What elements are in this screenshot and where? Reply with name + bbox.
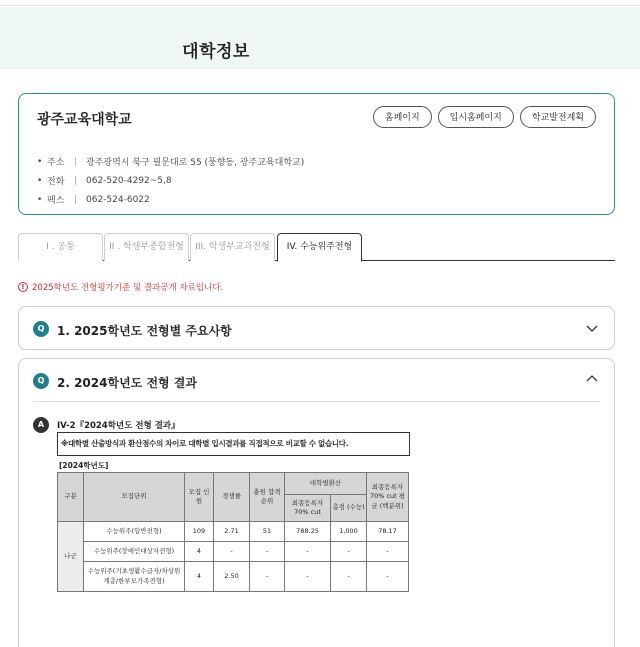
contact-value: 062-524-6022 xyxy=(86,194,150,205)
unit-cell: 수능위주(기초생활수급자/차상위계층/한부모가족전형) xyxy=(84,562,185,592)
tab-comprehensive[interactable]: II . 학생부종합전형 xyxy=(104,233,189,261)
admission-homepage-button[interactable]: 입시홈페이지 xyxy=(438,106,514,128)
alert-icon: ! xyxy=(18,282,28,292)
page-header xyxy=(0,7,640,69)
table-row xyxy=(58,522,409,542)
page-title: 대학정보 xyxy=(182,42,250,62)
university-info-card xyxy=(18,93,615,215)
homepage-button[interactable]: 홈페이지 xyxy=(373,106,432,128)
contact-address xyxy=(37,152,304,171)
header-ratio: 경쟁률 xyxy=(214,473,250,522)
ratio-cell: 2.71 xyxy=(214,522,250,542)
recruit-cell: 4 xyxy=(185,562,214,592)
contact-value: 062-520-4292~5,8 xyxy=(86,175,172,186)
ratio-cell: 2.50 xyxy=(214,562,250,592)
final-70-cell: 788.25 xyxy=(285,522,331,542)
final-70-cell: - xyxy=(285,562,331,592)
final-avg-cell: - xyxy=(367,542,409,562)
university-name: 광주교육대학교 xyxy=(37,112,132,128)
divider xyxy=(33,401,600,402)
tab-suneung[interactable]: IV. 수능위주전형 xyxy=(277,233,362,262)
header-recruit: 모집 인원 xyxy=(185,473,214,522)
divider xyxy=(75,195,76,204)
bullet-icon: • xyxy=(37,156,43,167)
table-row xyxy=(58,562,409,592)
comparison-warning: ※대학별 산출방식과 환산점수의 차이로 대학별 입시결과를 직접적으로 비교할 수 없습니다. xyxy=(57,432,410,456)
development-plan-button[interactable]: 학교발전계획 xyxy=(520,106,596,128)
year-label: [2024학년도] xyxy=(59,461,109,470)
table-row xyxy=(58,542,409,562)
divider xyxy=(75,157,76,166)
ratio-cell: - xyxy=(214,542,250,562)
header-total: 총점 (수능) xyxy=(331,495,367,522)
final-avg-cell: - xyxy=(367,562,409,592)
group-cell: 나군 xyxy=(58,522,84,592)
final-70-cell: - xyxy=(285,542,331,562)
contact-key: 주소 xyxy=(47,158,65,168)
accordion-title: 2. 2024학년도 전형 결과 xyxy=(57,376,197,390)
contact-value: 광주광역시 북구 필문대로 55 (풍향동, 광주교육대학교) xyxy=(86,158,305,168)
admission-type-tabs xyxy=(18,233,615,261)
waitlist-cell: - xyxy=(250,542,285,562)
header-conversion-group: 대학별환산 xyxy=(285,473,367,495)
header-final-avg: 최종등록자 70% cut 평균 (백분위) xyxy=(367,473,409,522)
header-final-70: 최종등록자 70% cut xyxy=(285,495,331,522)
accordion-2025-summary[interactable] xyxy=(18,306,615,350)
bullet-icon: • xyxy=(37,175,43,186)
results-table xyxy=(57,472,409,592)
chevron-down-icon[interactable] xyxy=(586,322,598,334)
recruit-cell: 109 xyxy=(185,522,214,542)
header-gubun: 구분 xyxy=(58,473,84,522)
question-badge: Q xyxy=(33,373,49,389)
total-cell: 1,000 xyxy=(331,522,367,542)
contact-phone xyxy=(37,171,304,190)
notice xyxy=(18,281,223,293)
chevron-up-icon[interactable] xyxy=(586,373,598,385)
total-cell: - xyxy=(331,562,367,592)
waitlist-cell: - xyxy=(250,562,285,592)
total-cell: - xyxy=(331,542,367,562)
contact-key: 팩스 xyxy=(47,196,65,206)
accordion-2024-results xyxy=(18,358,615,647)
university-links xyxy=(373,106,596,128)
bullet-icon: • xyxy=(37,194,43,205)
unit-cell: 수능위주(장애인대상자전형) xyxy=(84,542,185,562)
final-avg-cell: 78.17 xyxy=(367,522,409,542)
accordion-title: 1. 2025학년도 전형별 주요사항 xyxy=(57,324,232,338)
divider xyxy=(75,176,76,185)
answer-title: IV-2『2024학년도 전형 결과』 xyxy=(57,421,180,431)
contact-key: 전화 xyxy=(47,177,65,187)
notice-text: 2025학년도 전형평가기준 및 결과공개 자료입니다. xyxy=(32,283,224,293)
header-waitlist: 충원 합격 순위 xyxy=(250,473,285,522)
question-badge: Q xyxy=(33,321,49,337)
unit-cell: 수능위주(일반전형) xyxy=(84,522,185,542)
recruit-cell: 4 xyxy=(185,542,214,562)
waitlist-cell: 51 xyxy=(250,522,285,542)
contact-list xyxy=(37,152,304,209)
tab-school-record[interactable]: III. 학생부교과전형 xyxy=(190,233,275,261)
top-border xyxy=(0,0,640,6)
tab-common[interactable]: I . 공통 xyxy=(18,233,103,261)
header-unit: 모집단위 xyxy=(84,473,185,522)
contact-fax xyxy=(37,190,304,209)
answer-badge: A xyxy=(33,417,49,433)
